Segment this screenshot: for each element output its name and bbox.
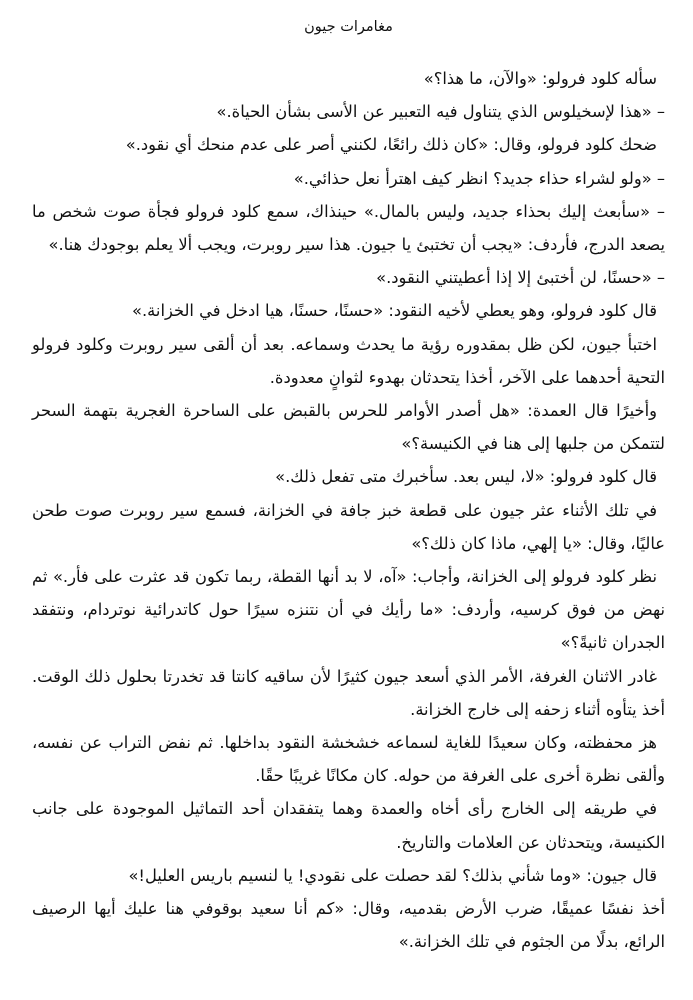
paragraph: قال كلود فرولو، وهو يعطي لأخيه النقود: «حسنًا، حسنًا، هيا ادخل في الخزانة.» xyxy=(132,301,657,321)
paragraph: – «سأبعث إليك بحذاء جديد، وليس بالمال.» حينذاك، سمع كلود فرولو فجأة صوت شخص ما يصعد الدرج، فأردف: «يجب أن تختبئ يا جيون. هذا سير روبرت، ويجب ألا يعلم بوجودك هنا.» xyxy=(32,201,665,255)
paragraph: – «هذا لإسخيلوس الذي يتناول فيه التعبير عن الأسى بشأن الحياة.» xyxy=(216,102,665,122)
paragraph: قال كلود فرولو: «لا، ليس بعد. سأخبرك متى تفعل ذلك.» xyxy=(275,467,657,487)
paragraph: اختبأ جيون، لكن ظل بمقدوره رؤية ما يحدث وسماعه. بعد أن ألقى سير روبرت وكلود فرولو التحية أحدهما على الآخر، أخذا يتحدثان بهدوء لثوانٍ معدودة. xyxy=(32,334,665,387)
paragraph: ضحك كلود فرولو، وقال: «كان ذلك رائعًا، لكنني أصر على عدم منحك أي نقود.» xyxy=(125,135,657,155)
paragraph: هز محفظته، وكان سعيدًا للغاية لسماعه خشخشة النقود بداخلها. ثم نفض التراب عن نفسه، وألقى نظرة أخرى على الغرفة من حوله. كان مكانًا غريبًا حقًا. xyxy=(32,733,665,786)
paragraph: – «ولو لشراء حذاء جديد؟ انظر كيف اهترأ نعل حذائي.» xyxy=(293,168,665,188)
paragraph: وأخيرًا قال العمدة: «هل أصدر الأوامر للحرس بالقبض على الساحرة الغجرية بتهمة السحر لتتمكن من جلبها إلى هنا في الكنيسة؟» xyxy=(32,401,665,454)
paragraph: غادر الاثنان الغرفة، الأمر الذي أسعد جيون كثيرًا لأن ساقيه كانتا قد تخدرتا بحلول ذلك الوقت. أخذ يتأوه أثناء زحفه إلى خارج الخزانة. xyxy=(32,666,665,719)
paragraph: نظر كلود فرولو إلى الخزانة، وأجاب: «آه، لا بد أنها القطة، ربما تكون قد عثرت على فأر.» ثم نهض من فوق كرسيه، وأردف: «ما رأيك في أن نتنزه سيرًا حول كاتدرائية نوتردام، ونتفقد الجدران ثانيةً؟» xyxy=(32,567,665,653)
paragraph: في تلك الأثناء عثر جيون على قطعة خبز جافة في الخزانة، فسمع سير روبرت صوت طحن عاليًا، وقال: «يا إلهي، ماذا كان ذلك؟» xyxy=(32,500,665,553)
paragraph: في طريقه إلى الخارج رأى أخاه والعمدة وهما يتفقدان أحد التماثيل الموجودة على جانب الكنيسة، ويتحدثان عن العلامات والتاريخ. xyxy=(32,799,665,852)
paragraph: سأله كلود فرولو: «والآن، ما هذا؟» xyxy=(423,69,657,88)
paragraph: قال جيون: «وما شأني بذلك؟ لقد حصلت على نقودي! يا لنسيم باريس العليل!» xyxy=(128,865,657,885)
running-header: مغامرات جيون xyxy=(304,19,393,35)
paragraph: – «حسنًا، لن أختبئ إلا إذا أعطيتني النقود.» xyxy=(376,268,665,288)
paragraph: أخذ نفسًا عميقًا، ضرب الأرض بقدميه، وقال: «كم أنا سعيد بوقوفي هنا عليك أيها الرصيف الرائع، بدلًا من الجثوم في تلك الخزانة.» xyxy=(32,899,665,952)
body-text xyxy=(32,62,665,958)
